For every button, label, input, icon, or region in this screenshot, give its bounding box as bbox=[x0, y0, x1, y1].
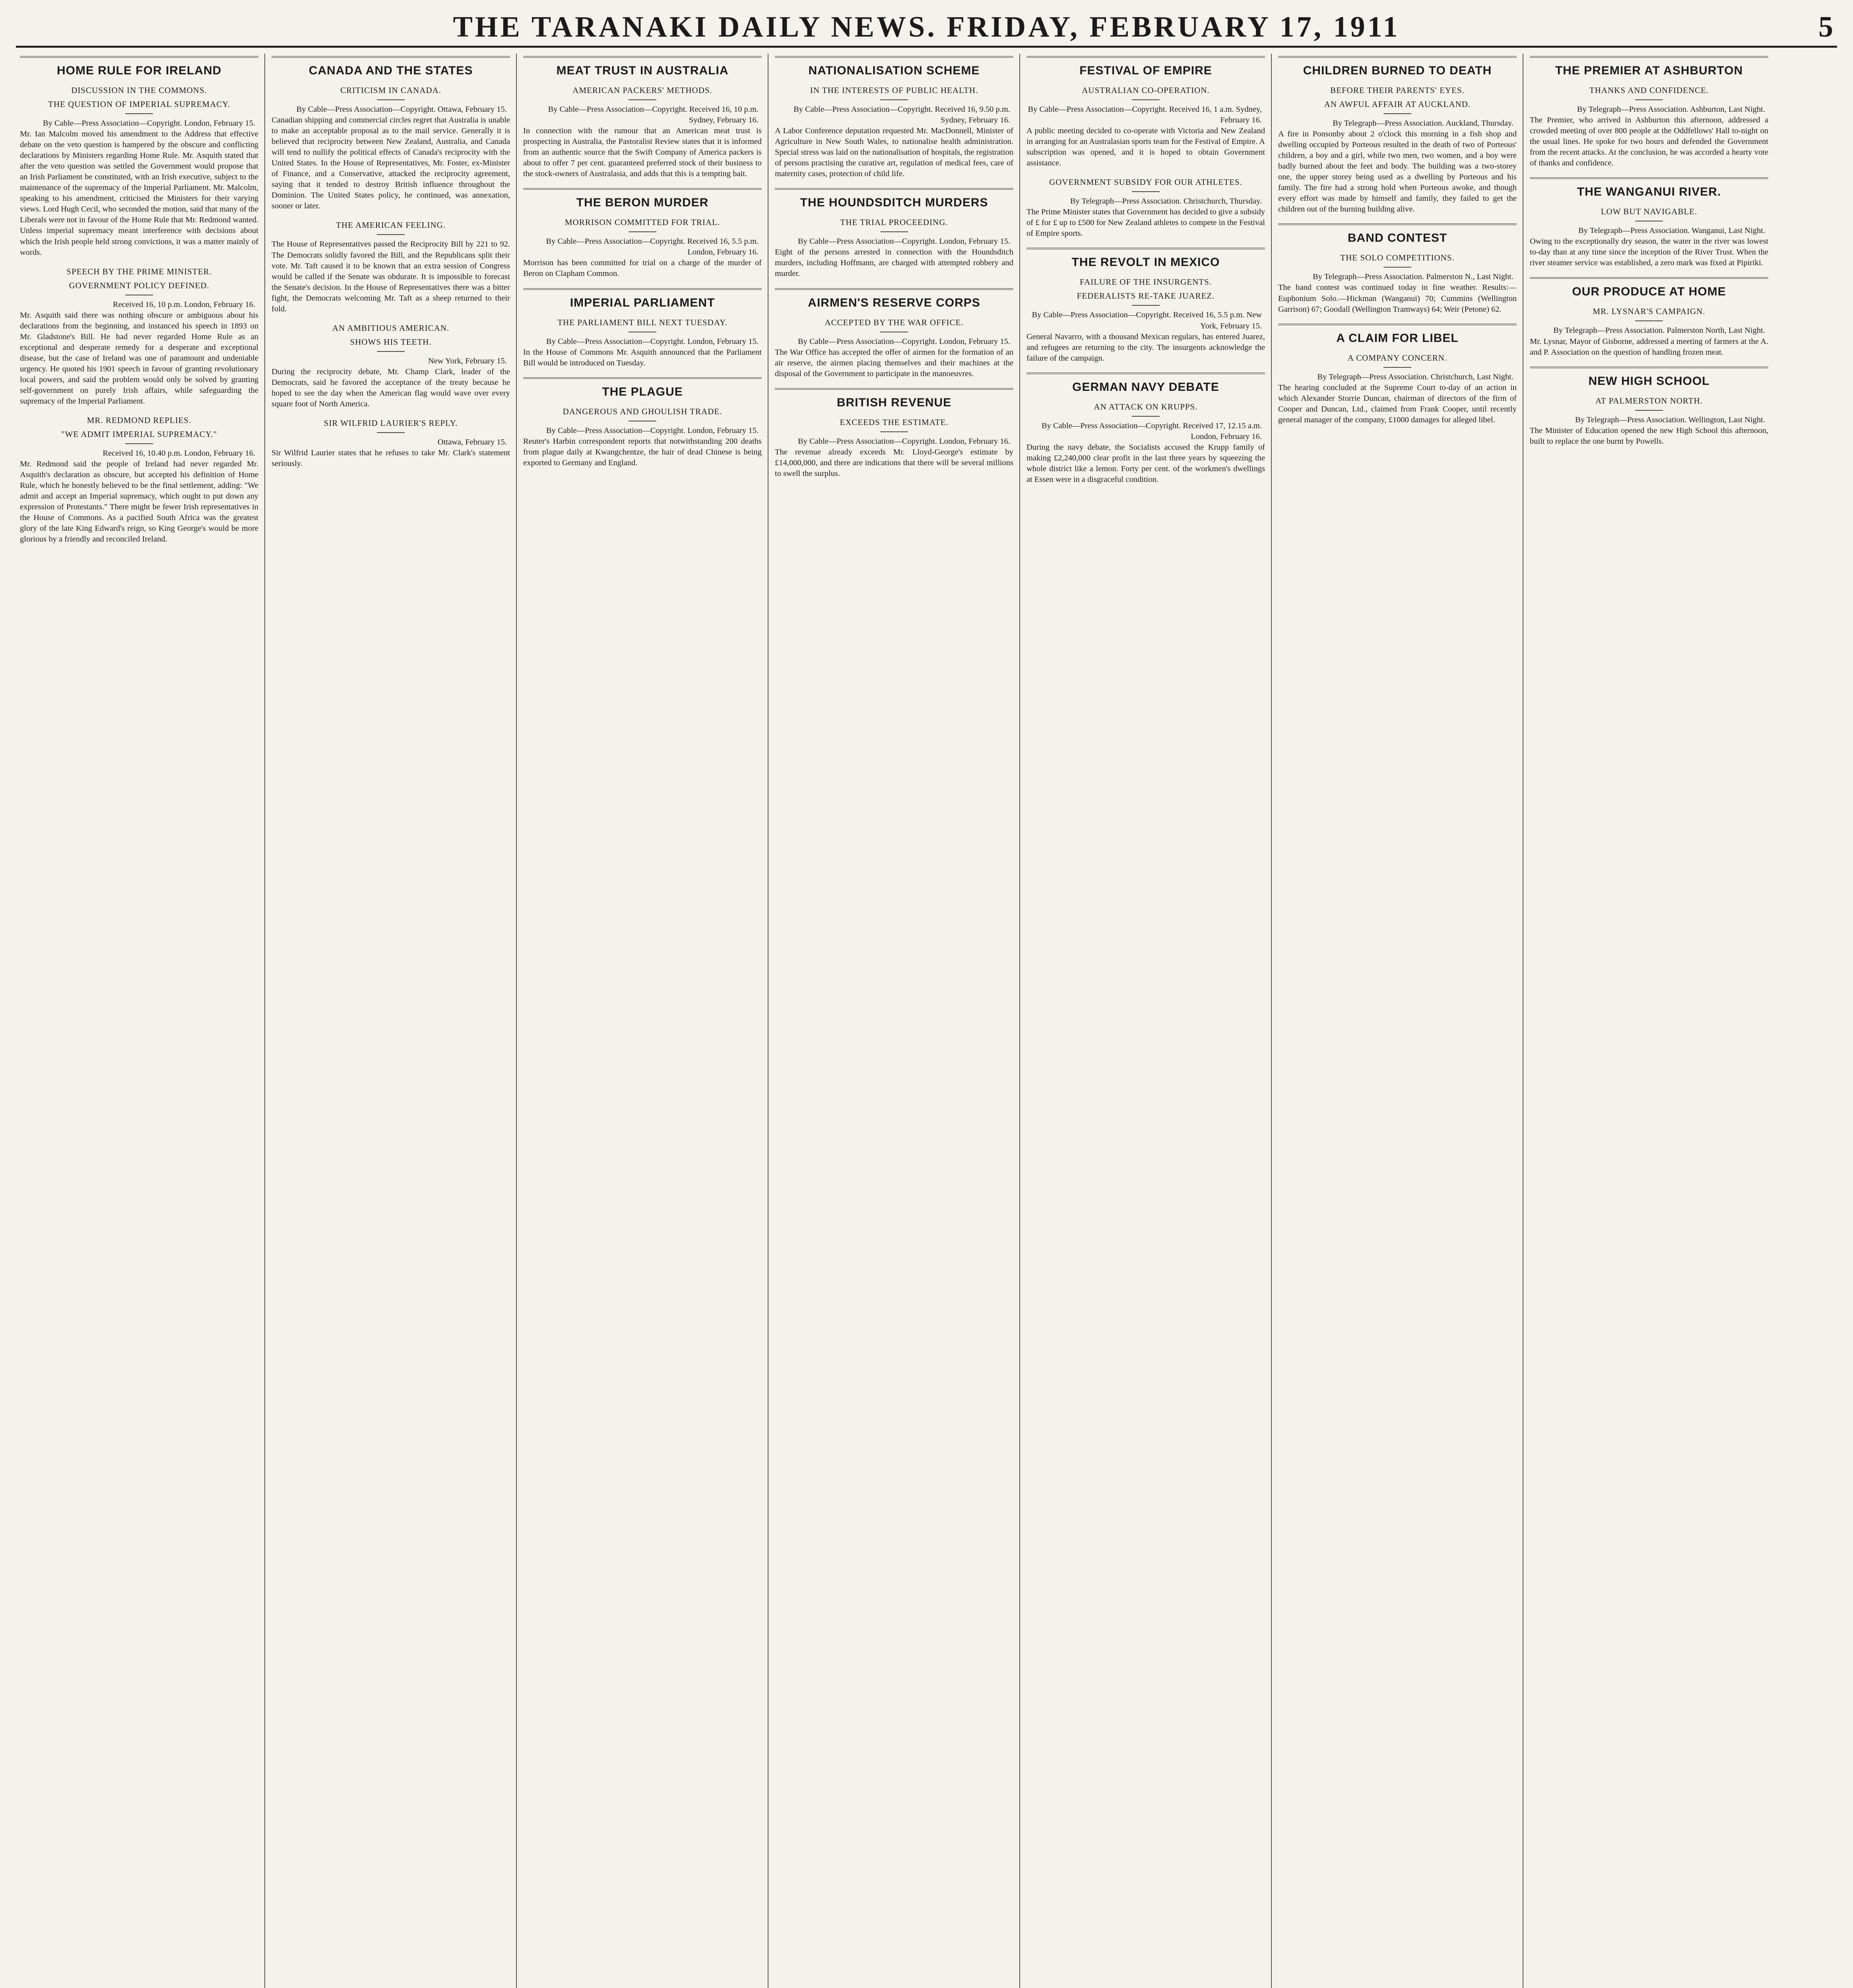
article-body: The band contest was continued today in fine weather. Results:— Euphonium Solo.—Hickman (Wanganui) 70; Cummins (Wellington Garrison) 67; Goodall (Wellington Tramways) 64; Weir (Petone) 62. bbox=[1278, 283, 1517, 314]
article-dateline: By Telegraph—Press Association. Wanganui, Last Night. bbox=[1578, 226, 1765, 235]
article-dateline: By Cable—Press Association—Copyright. Received 16, 10 p.m. Sydney, February 16. bbox=[548, 105, 759, 125]
article-subhead: MORRISON COMMITTED FOR TRIAL. bbox=[565, 217, 720, 227]
article-body: Mr. Asquith said there was nothing obscure or ambiguous about his declarations from the beginning, and instanced his speech in 1893 on Mr. Gladstone's Bill. He had never regarded Home Rule as an exceptional and desperate remedy for a desperate and exceptional disease, but the case of Ireland was one of paramount and undeniable urgency. He quoted his 1901 speech in favour of granting revolutionary local powers, and said the problem would only be solved by granting self-government on purely Irish affairs, while safeguarding the supremacy of the Imperial Parliament. bbox=[20, 311, 258, 406]
article-dateline: By Cable—Press Association—Copyright. Received 17, 12.15 a.m. London, February 16. bbox=[1041, 421, 1262, 441]
article-body: A Labor Conference deputation requested Mr. MacDonnell, Minister of Agriculture in New South Wales, to nationalise health administration. Special stress was laid on the nationalisation of hospitals, the registration of persons practising the curative art, regulation of medical fees, care of maternity cases, protection of child life. bbox=[775, 126, 1013, 179]
column-5 bbox=[1026, 54, 1265, 1988]
article-body: Reuter's Harbin correspondent reports that notwithstanding 200 deaths from plague daily at Kwangchentze, the hair of dead Chinese is being exported to Germany and England. bbox=[523, 437, 762, 467]
article bbox=[1278, 324, 1517, 425]
article-headline: NATIONALISATION SCHEME bbox=[775, 56, 1013, 82]
short-rule bbox=[1132, 305, 1160, 306]
column-1 bbox=[20, 54, 258, 1988]
column-rule bbox=[264, 54, 265, 1988]
article-subhead-secondary: "WE ADMIT IMPERIAL SUPREMACY." bbox=[61, 429, 217, 439]
article-body: The War Office has accepted the offer of airmen for the formation of an air reserve, the airmen placing themselves and their machines at the disposal of the Government to participate in the manoeuvres. bbox=[775, 348, 1013, 378]
article-subhead-secondary: GOVERNMENT POLICY DEFINED. bbox=[69, 280, 210, 290]
article-subhead: CRITICISM IN CANADA. bbox=[340, 85, 441, 95]
article-dateline: By Cable—Press Association—Copyright. Received 16, 9.50 p.m. Sydney, February 16. bbox=[794, 105, 1010, 125]
article bbox=[523, 56, 762, 179]
article-subhead: AN ATTACK ON KRUPPS. bbox=[1094, 402, 1198, 412]
page-number: 5 bbox=[1818, 11, 1833, 43]
masthead bbox=[16, 8, 1837, 48]
article-headline: CHILDREN BURNED TO DEATH bbox=[1278, 56, 1517, 82]
article-headline: MEAT TRUST IN AUSTRALIA bbox=[523, 56, 762, 82]
short-rule bbox=[377, 432, 405, 433]
column-rule bbox=[516, 54, 517, 1988]
article-dateline: By Cable—Press Association—Copyright. Received 16, 5.5 p.m. London, February 16. bbox=[546, 237, 759, 257]
article-subhead: DANGEROUS AND GHOULISH TRADE. bbox=[563, 406, 722, 416]
column-rule bbox=[1271, 54, 1272, 1988]
article-subhead: EXCEEDS THE ESTIMATE. bbox=[840, 417, 949, 427]
article-subhead: SPEECH BY THE PRIME MINISTER. bbox=[66, 266, 212, 276]
article-subhead: THE PARLIAMENT BILL NEXT TUESDAY. bbox=[557, 317, 728, 327]
article bbox=[20, 415, 258, 545]
article-body: Mr. Redmond said the people of Ireland had never regarded Mr. Asquith's declaration as obscure, but accepted his definition of Home Rule, which he honestly believed to be the final settlement, adding: "We admit and accept an Imperial supremacy, which ought to put down any expression of Protestants." There might be fewer Irish representatives in the House of Commons. As a pacified South Africa was the greatest glory of the late King Edward's reign, so King George's would be more glorious by a friendly and reconciled Ireland. bbox=[20, 460, 258, 544]
article-subhead: AUSTRALIAN CO-OPERATION. bbox=[1082, 85, 1210, 95]
short-rule bbox=[1383, 267, 1411, 268]
short-rule bbox=[125, 443, 153, 444]
article bbox=[775, 388, 1013, 479]
column-6 bbox=[1278, 54, 1517, 1988]
article-subhead: LOW BUT NAVIGABLE. bbox=[1601, 207, 1698, 217]
article-headline: OUR PRODUCE AT HOME bbox=[1530, 277, 1768, 303]
article bbox=[775, 56, 1013, 179]
article-headline: THE PREMIER AT ASHBURTON bbox=[1530, 56, 1768, 82]
short-rule bbox=[629, 231, 656, 232]
newspaper-columns bbox=[16, 54, 1837, 1988]
article bbox=[1530, 367, 1768, 447]
short-rule bbox=[629, 99, 656, 100]
short-rule bbox=[377, 351, 405, 352]
article-dateline: By Telegraph—Press Association. Wellington, Last Night. bbox=[1575, 415, 1765, 424]
short-rule bbox=[1383, 367, 1411, 368]
article-subhead: ACCEPTED BY THE WAR OFFICE. bbox=[825, 317, 964, 327]
article-subhead-secondary: FEDERALISTS RE-TAKE JUAREZ. bbox=[1077, 291, 1215, 301]
article-dateline: By Cable—Press Association—Copyright. Received 16, 5.5 p.m. New York, February 15. bbox=[1032, 311, 1262, 330]
article bbox=[1530, 56, 1768, 169]
article-body: Mr. Lysnar, Mayor of Gisborne, addressed a meeting of farmers at the A. and P. Association on the question of handling frozen meat. bbox=[1530, 337, 1768, 357]
article bbox=[1278, 223, 1517, 315]
article bbox=[523, 288, 762, 369]
article bbox=[1026, 177, 1265, 239]
article-body: In connection with the rumour that an American meat trust is prospecting in Australia, the Pastoralist Review states that it is informed from an authentic source that the Swift Company of America packers is about to offer 7 per cent. guaranteed preferred stock of their business to the stock-owners of Australasia, and adds that this is a tempting bait. bbox=[523, 126, 762, 179]
article-dateline: By Telegraph—Press Association. Palmerston N., Last Night. bbox=[1313, 272, 1513, 282]
article bbox=[1530, 277, 1768, 357]
short-rule bbox=[1635, 99, 1663, 100]
column-rule bbox=[1019, 54, 1020, 1988]
article-dateline: By Cable—Press Association—Copyright. London, February 16. bbox=[797, 437, 1010, 446]
article-headline: THE BERON MURDER bbox=[523, 188, 762, 214]
article-body: During the navy debate, the Socialists accused the Krupp family of making £2,240,000 clear profit in the last three years by squeezing the whole district like a lemon. Forty per cent. of the workmen's dwellings at Essen were in a disgraceful condition. bbox=[1026, 443, 1265, 484]
short-rule bbox=[880, 431, 908, 432]
article-subhead: AN AMBITIOUS AMERICAN. bbox=[332, 323, 450, 333]
article-subhead: THE TRIAL PROCEEDING. bbox=[840, 217, 948, 227]
article bbox=[1530, 177, 1768, 268]
article bbox=[272, 418, 510, 469]
short-rule bbox=[1635, 320, 1663, 321]
article-subhead: THE SOLO COMPETITIONS. bbox=[1340, 253, 1455, 263]
article-headline: HOME RULE FOR IRELAND bbox=[20, 56, 258, 82]
article-headline: AIRMEN'S RESERVE CORPS bbox=[775, 288, 1013, 314]
article-body: Morrison has been committed for trial on a charge of the murder of Beron on Clapham Common. bbox=[523, 258, 762, 278]
article-dateline: By Cable—Press Association—Copyright. Received 16, 1 a.m. Sydney, February 16. bbox=[1028, 105, 1262, 125]
article-dateline: By Cable—Press Association—Copyright. London, February 15. bbox=[43, 119, 255, 128]
article-body: Eight of the persons arrested in connection with the Houndsditch murders, including Hoffmann, are charged with attempted robbery and murder. bbox=[775, 248, 1013, 278]
article-dateline: By Cable—Press Association—Copyright. London, February 15. bbox=[546, 337, 759, 346]
article bbox=[775, 288, 1013, 379]
article-dateline: Received 16, 10.40 p.m. London, February 16. bbox=[103, 449, 255, 458]
article bbox=[523, 377, 762, 468]
article-subhead: MR. REDMOND REPLIES. bbox=[87, 415, 192, 425]
article-headline: THE REVOLT IN MEXICO bbox=[1026, 248, 1265, 273]
article bbox=[1026, 56, 1265, 169]
article-headline: THE HOUNDSDITCH MURDERS bbox=[775, 188, 1013, 214]
short-rule bbox=[1635, 410, 1663, 411]
column-3 bbox=[523, 54, 762, 1988]
article-headline: GERMAN NAVY DEBATE bbox=[1026, 373, 1265, 398]
article-body: Sir Wilfrid Laurier states that he refuses to take Mr. Clark's statement seriously. bbox=[272, 448, 510, 468]
article-dateline: By Telegraph—Press Association. Christchurch, Last Night. bbox=[1317, 372, 1513, 381]
article-subhead: AMERICAN PACKERS' METHODS. bbox=[572, 85, 712, 95]
article-dateline: Received 16, 10 p.m. London, February 16. bbox=[113, 300, 255, 309]
article bbox=[272, 220, 510, 314]
article-dateline: By Cable—Press Association—Copyright. Ottawa, February 15. bbox=[296, 105, 507, 114]
article-body: During the reciprocity debate, Mr. Champ Clark, leader of the Democrats, said he favored the acceptance of the treaty because he hoped to see the day when the American flag would wave over every square foot of North America. bbox=[272, 367, 510, 408]
article-headline: THE PLAGUE bbox=[523, 377, 762, 403]
short-rule bbox=[1132, 191, 1160, 192]
article-dateline: By Cable—Press Association—Copyright. London, February 15. bbox=[797, 237, 1010, 246]
article-headline: A CLAIM FOR LIBEL bbox=[1278, 324, 1517, 349]
short-rule bbox=[880, 99, 908, 100]
article bbox=[20, 267, 258, 407]
article bbox=[523, 188, 762, 279]
article-body: A public meeting decided to co-operate with Victoria and New Zealand in arranging for an Australasian sports team for the Festival of Empire. A subscription was opened, and it is hoped to obtain Government assistance. bbox=[1026, 126, 1265, 168]
article-dateline: By Telegraph—Press Association. Auckland, Thursday. bbox=[1333, 119, 1513, 128]
article-dateline: By Cable—Press Association—Copyright. London, February 15. bbox=[546, 426, 759, 435]
article-headline: BAND CONTEST bbox=[1278, 223, 1517, 249]
article-headline: BRITISH REVENUE bbox=[775, 388, 1013, 414]
article-headline: IMPERIAL PARLIAMENT bbox=[523, 288, 762, 314]
article-subhead: IN THE INTERESTS OF PUBLIC HEALTH. bbox=[810, 85, 978, 95]
article bbox=[1278, 56, 1517, 215]
article-headline: CANADA AND THE STATES bbox=[272, 56, 510, 82]
article-subhead: MR. LYSNAR'S CAMPAIGN. bbox=[1593, 307, 1706, 316]
short-rule bbox=[377, 99, 405, 100]
short-rule bbox=[377, 234, 405, 235]
article-headline: FESTIVAL OF EMPIRE bbox=[1026, 56, 1265, 82]
article-body: In the House of Commons Mr. Asquith announced that the Parliament Bill would be introduced on Tuesday. bbox=[523, 348, 762, 367]
article-body: General Navarro, with a thousand Mexican regulars, has entered Juarez, and refugees are returning to the city. The insurgents acknowledge the failure of the campaign. bbox=[1026, 332, 1265, 363]
article-body: The Premier, who arrived in Ashburton this afternoon, addressed a crowded meeting of over 800 people at the Oddfellows' Hall to-night on the usual lines. He spoke for two hours and defended the Government from the recent attacks. At the conclusion, he was accorded a hearty vote of thanks and confidence. bbox=[1530, 116, 1768, 168]
article-body: The Prime Minister states that Government has decided to give a subsidy of £ for £ up to £500 for New Zealand athletes to compete in the Festival of Empire sports. bbox=[1026, 208, 1265, 238]
article-body: The House of Representatives passed the Reciprocity Bill by 221 to 92. The Democrats solidly favored the Bill, and the Republicans split their vote. Mr. Taft caused it to be known that an extra session of Congress would be called if the Senate was obdurate. It is impossible to forecast the Senate's decision. In the House of Representatives there was a bitter fight, the Democrats welcoming Mr. Taft as a sheep returned to their fold. bbox=[272, 240, 510, 313]
article-dateline: By Telegraph—Press Association. Palmerston North, Last Night. bbox=[1553, 326, 1765, 335]
article bbox=[775, 188, 1013, 279]
article-subhead: BEFORE THEIR PARENTS' EYES. bbox=[1330, 85, 1465, 95]
article-body: Owing to the exceptionally dry season, the water in the river was lowest to-day than at any time since the inception of the River Trust. When the river steamer service was established, a zero mark was fixed at Pipiriki. bbox=[1530, 237, 1768, 268]
article bbox=[20, 56, 258, 258]
article-subhead: AT PALMERSTON NORTH. bbox=[1595, 396, 1703, 406]
article-body: Canadian shipping and commercial circles regret that Australia is unable to make an acceptable proposal as to the mail service. Generally it is believed that reciprocity between New Zealand, Australia, and Canada will tend to nullify the political effects of Canada's reciprocity with the United States. In the House of Representatives, Mr. Foster, ex-Minister of Finance, and a Conservative, attacked the reciprocity agreement, saying that it tended to destroy British influence throughout the Dominion. The United States policy, he continued, was annexation, sooner or later. bbox=[272, 116, 510, 211]
short-rule bbox=[880, 231, 908, 232]
article-dateline: Ottawa, February 15. bbox=[437, 438, 507, 447]
column-2 bbox=[272, 54, 510, 1988]
article bbox=[272, 323, 510, 410]
article-headline: NEW HIGH SCHOOL bbox=[1530, 367, 1768, 392]
article-subhead: DISCUSSION IN THE COMMONS. bbox=[71, 85, 207, 95]
short-rule bbox=[125, 113, 153, 114]
article-subhead-secondary: THE QUESTION OF IMPERIAL SUPREMACY. bbox=[48, 99, 230, 109]
article-dateline: By Cable—Press Association—Copyright. London, February 15. bbox=[797, 337, 1010, 346]
article-body: Mr. Ian Malcolm moved his amendment to the Address that effective debate on the veto question is hampered by the obscure and conflicting declarations by Ministers regarding Home Rule. Mr. Asquith stated that after the veto question was settled the Government would propose that an Irish Parliament be constituted, with an Irish executive, subject to the maintenance of the supremacy of the Imperial Parliament. Mr. Malcolm, speaking to his amendment, criticised the Ministers for their varying views. Lord Hugh Cecil, who seconded the motion, said that many of the Liberals were not in favour of the Home Rule that Mr. Redmond wanted. Unless imperial supremacy meant interference with decisions about which the Irish people held strong convictions, it was a matter mainly of words. bbox=[20, 130, 258, 257]
article-subhead: A COMPANY CONCERN. bbox=[1347, 353, 1447, 363]
article-subhead-secondary: SHOWS HIS TEETH. bbox=[350, 337, 432, 347]
article-dateline: New York, February 15. bbox=[428, 356, 507, 365]
article-subhead: THE AMERICAN FEELING. bbox=[336, 220, 446, 230]
article bbox=[272, 56, 510, 212]
article-subhead: SIR WILFRID LAURIER'S REPLY. bbox=[324, 418, 458, 428]
article-dateline: By Telegraph—Press Association. Ashburton, Last Night. bbox=[1577, 105, 1765, 114]
article-subhead: GOVERNMENT SUBSIDY FOR OUR ATHLETES. bbox=[1049, 177, 1242, 187]
short-rule bbox=[1132, 416, 1160, 417]
article-body: The hearing concluded at the Supreme Court to-day of an action in which Alexander Storrie Duncan, chairman of directors of the firm of Cooper and Duncan, Ltd., claimed from Frank Cooper, until recently general manager of the company, £1000 damages for alleged libel. bbox=[1278, 383, 1517, 424]
short-rule bbox=[1383, 113, 1411, 114]
article-body: The revenue already exceeds Mr. Lloyd-George's estimate by £14,000,000, and there are indications that there will be several millions to swell the surplus. bbox=[775, 447, 1013, 478]
article-subhead: THANKS AND CONFIDENCE. bbox=[1589, 85, 1709, 95]
article-body: The Minister of Education opened the new High School this afternoon, built to replace the one burnt by Powells. bbox=[1530, 426, 1768, 446]
short-rule bbox=[1132, 99, 1160, 100]
article-headline: THE WANGANUI RIVER. bbox=[1530, 177, 1768, 203]
article bbox=[1026, 373, 1265, 485]
masthead-title: THE TARANAKI DAILY NEWS. FRIDAY, FEBRUARY 17, 1911 bbox=[453, 11, 1400, 43]
article bbox=[1026, 248, 1265, 363]
article-subhead: FAILURE OF THE INSURGENTS. bbox=[1079, 277, 1212, 287]
column-4 bbox=[775, 54, 1013, 1988]
article-subhead-secondary: AN AWFUL AFFAIR AT AUCKLAND. bbox=[1324, 99, 1471, 109]
column-7 bbox=[1530, 54, 1768, 1988]
article-dateline: By Telegraph—Press Association. Christchurch, Thursday. bbox=[1070, 197, 1262, 206]
article-body: A fire in Ponsonby about 2 o'clock this morning in a fish shop and dwelling occupied by Porteous resulted in the death of two of Porteous' children, a boy and a girl, while two men, two women, and a boy were badly burned about the feet and body. The building was a two-storey one, the upper storey being used as a dwelling by Porteous and his family. The fire had a strong hold when Porteous awoke, and though every effort was made by himself and family, they failed to get the children out of the burning building alive. bbox=[1278, 130, 1517, 214]
